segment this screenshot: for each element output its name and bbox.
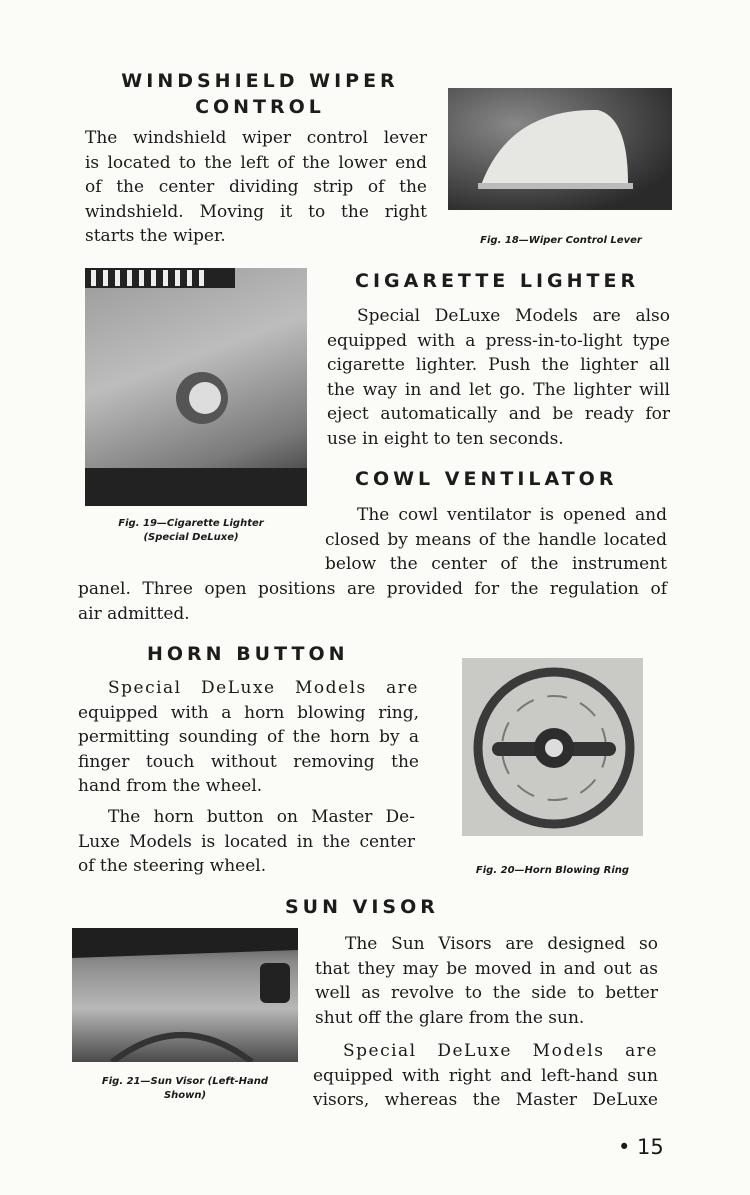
horn-paragraph: [78, 676, 419, 799]
text-line: use in eight to ten seconds.: [327, 428, 564, 449]
text-line: starts the wiper.: [85, 226, 226, 246]
text-line: is located to the left of the lower end: [85, 152, 427, 173]
text-line: equipped with a horn blowing ring,: [78, 702, 419, 723]
text-line: Special DeLuxe Models are: [108, 678, 419, 698]
text-line: air admitted.: [78, 603, 190, 624]
text-line: Luxe Models is located in the center: [78, 831, 415, 852]
text-line: of the center dividing strip of the: [85, 177, 427, 197]
text-line: the way in and let go. The lighter will: [327, 379, 670, 400]
text-line: shut off the glare from the sun.: [315, 1007, 585, 1028]
horn-paragraph-2: [78, 805, 415, 879]
fig21-caption: [72, 1075, 298, 1103]
text-line: finger touch without removing the: [78, 751, 419, 772]
text-line: windshield. Moving it to the right: [85, 201, 427, 222]
heading-horn-button: HORN BUTTON: [147, 643, 349, 665]
text-line: panel. Three open positions are provided for the regulation of: [78, 579, 667, 599]
text-line: permitting sounding of the horn by a: [78, 727, 419, 747]
text-line: equipped with right and left-hand sun: [313, 1065, 658, 1086]
text-line: that they may be moved in and out as: [315, 958, 658, 979]
fig19-cigarette-lighter-photo: [85, 268, 307, 506]
fig18-wiper-lever-photo: [448, 88, 672, 210]
text-line: hand from the wheel.: [78, 776, 263, 796]
text-line: Special DeLuxe Models are: [343, 1041, 658, 1061]
fig18-caption: Fig. 18—Wiper Control Lever: [480, 235, 642, 246]
heading-line: WINDSHIELD WIPER: [121, 70, 399, 92]
page-number: • 15: [618, 1135, 664, 1159]
cowl-paragraph-b: [78, 577, 667, 626]
fig21-sun-visor-photo: [72, 928, 298, 1062]
text-line: Special DeLuxe Models are also: [357, 306, 670, 326]
visor-paragraph-2: [313, 1039, 658, 1113]
cowl-paragraph-a: [325, 503, 667, 577]
text-line: cigarette lighter. Push the lighter all: [327, 355, 670, 375]
text-line: visors, whereas the Master DeLuxe: [313, 1090, 658, 1110]
text-line: eject automatically and be ready for: [327, 404, 670, 424]
caption-line: Fig. 21—Sun Visor (Left-Hand: [101, 1076, 269, 1087]
text-line: The horn button on Master De-: [108, 807, 415, 827]
text-line: The windshield wiper control lever: [85, 128, 427, 148]
text-line: well as revolve to the side to better: [315, 983, 658, 1003]
heading-cowl-ventilator: COWL VENTILATOR: [355, 468, 618, 490]
text-line: The Sun Visors are designed so: [345, 934, 658, 954]
text-line: below the center of the instrument: [325, 554, 667, 574]
heading-sun-visor: SUN VISOR: [285, 896, 439, 918]
caption-line: Fig. 19—Cigarette Lighter: [118, 518, 264, 529]
heading-cigarette-lighter: CIGARETTE LIGHTER: [355, 270, 640, 292]
text-line: The cowl ventilator is opened and: [357, 505, 667, 525]
caption-line: (Special DeLuxe): [143, 532, 239, 543]
fig19-caption: [80, 517, 302, 545]
heading-windshield-wiper: [85, 68, 435, 120]
text-line: of the steering wheel.: [78, 856, 267, 876]
visor-paragraph: [315, 932, 658, 1030]
fig20-steering-wheel-photo: [462, 658, 643, 836]
heading-line: CONTROL: [195, 96, 325, 118]
fig20-caption: Fig. 20—Horn Blowing Ring: [475, 865, 630, 876]
caption-line: Shown): [163, 1090, 207, 1101]
text-line: closed by means of the handle located: [325, 529, 667, 550]
lighter-paragraph: [327, 304, 670, 451]
text-line: equipped with a press-in-to-light type: [327, 330, 670, 351]
wiper-paragraph: [85, 126, 427, 249]
